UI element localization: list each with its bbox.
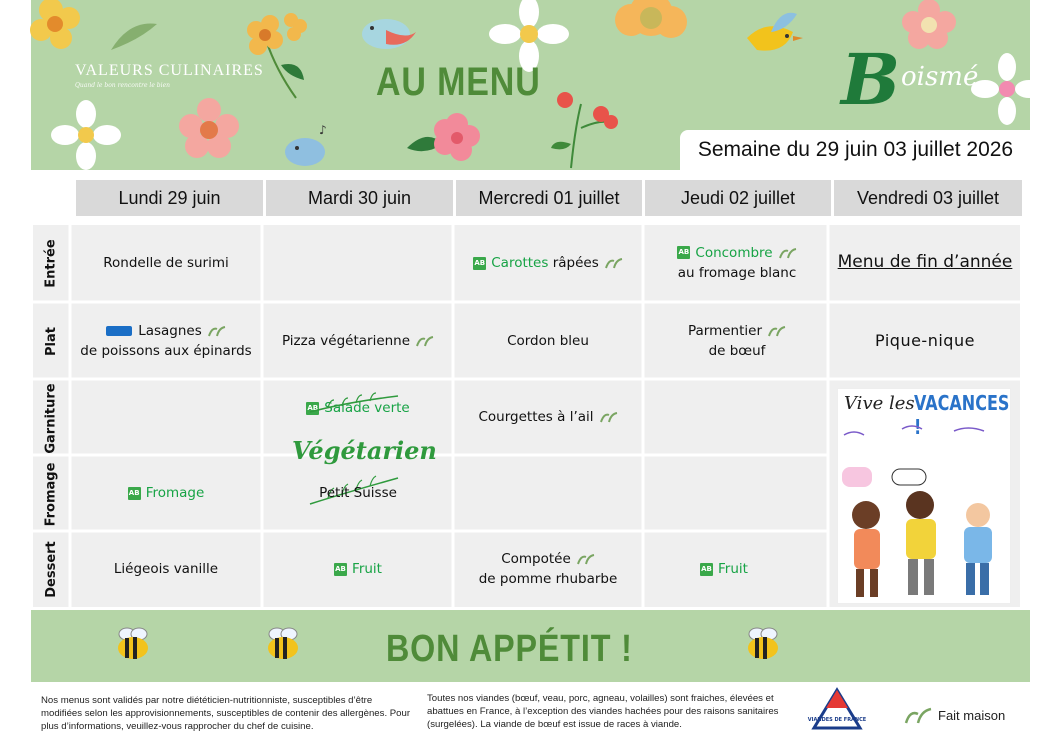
logo-text: oismé [901,62,979,92]
vacances-line2: VACANCES ! [914,391,1010,439]
logo-initial: B [841,38,901,121]
menu-cell: AB Concombre au fromage blanc [677,244,797,281]
leaf-icon [577,553,595,565]
svg-text:♪: ♪ [319,123,327,137]
week-label: Semaine du 29 juin 03 juillet 2026 [680,130,1031,170]
viandes-de-france-logo-icon [807,688,867,734]
row-label-fromage: Fromage [43,462,59,526]
bee-icon [113,626,153,662]
flower-icon [179,98,239,158]
menu-cell: AB Fruit [701,560,748,577]
flower-icon [407,108,487,168]
bio-badge: AB [700,563,713,576]
menu-cell: Cordon bleu [507,332,589,349]
row-label-garniture: Garniture [43,382,59,454]
vegetarian-label: Végétarien [292,436,437,465]
fait-maison-legend [904,706,1005,724]
day-header: Mercredi 01 juillet [456,180,642,216]
menu-cell: Pizza végétarienne [264,303,452,379]
nutrition-note: Nos menus sont validés par notre diététicien-nutritionniste, susceptibles d’être modifiées selon les approvisionnements, susceptibles de contenir des allergènes. Pour plus d’informations, veuillez-vous rapprocher du chef de cuisine. [41,695,411,732]
brand-tagline: Quand le bon rencontre le bien [75,82,170,89]
vdf-label: VIANDES DE FRANCE [807,717,867,723]
flower-icon [51,100,121,170]
menu-cell: Lasagnes de poissons aux épinards [80,322,252,359]
menu-cell: AB Salade verte [307,399,410,416]
bee-icon [263,626,303,662]
brand-title: VALEURS CULINAIRES [75,62,264,79]
vacances-illustration [837,388,1011,604]
leaf-icon [779,247,797,259]
menu-cell: AB Carottes râpées [455,225,641,301]
bio-badge: AB [473,257,486,270]
menu-cell: Petit Suisse [319,484,397,501]
fait-maison-label: Fait maison [938,707,1006,723]
row-label-plat: Plat [43,326,59,356]
leaf-icon [416,335,434,347]
day-header: Lundi 29 juin [76,180,263,216]
meat-origin-note: Toutes nos viandes (bœuf, veau, porc, agneau, volailles) sont fraiches, élevées et abattues en France, à l’exception des viandes hachées pour des raisons sanitaires (surgelées). La viande de bœuf est issue de races à viande. [427,693,779,730]
menu-cell: Compotée de pomme rhubarbe [478,550,618,587]
bio-badge: AB [334,563,347,576]
menu-cell: Parmentier de bœuf [645,303,829,379]
leaf-icon [904,706,932,724]
day-header: Vendredi 03 juillet [834,180,1022,216]
leaf-icon [768,325,786,337]
menu-cell: AB Fromage [128,484,205,501]
flower-icon [611,0,691,55]
brand-logo [75,62,264,89]
menu-cell: Courgettes à l’ail [455,380,641,454]
page-title: AU MENU [376,60,541,104]
leaves-icon [109,20,159,56]
bee-icon [743,626,783,662]
bon-appetit-title: BON APPÉTIT ! [386,628,633,670]
leaf-icon [208,325,226,337]
bird-icon [281,122,341,170]
bio-badge: AB [128,487,141,500]
msc-label-icon [106,326,132,336]
row-label-dessert: Dessert [43,541,59,598]
leaf-icon [605,257,623,269]
leaf-icon [600,411,618,423]
footer-banner [31,610,1030,682]
vine-decoration-icon [308,392,404,418]
menu-cell: Liégeois vanille [113,560,219,577]
day-header: Jeudi 02 juillet [645,180,831,216]
boisme-logo [841,38,991,121]
menu-cell: Pique-nique [875,331,975,350]
vacances-line1: Vive les [844,393,915,414]
menu-cell: Rondelle de surimi [103,254,229,271]
menu-cell: AB Fruit [335,560,382,577]
bird-icon [737,8,817,63]
bird-icon [356,10,426,55]
flower-icon [541,88,621,170]
menu-cell: Menu de fin d’année [837,252,1013,273]
bio-badge: AB [306,402,319,415]
row-label-entree: Entrée [43,238,59,288]
day-header: Mardi 30 juin [266,180,453,216]
children-illustration-icon [838,419,1010,603]
flower-icon [31,0,91,55]
bio-badge: AB [677,246,690,259]
